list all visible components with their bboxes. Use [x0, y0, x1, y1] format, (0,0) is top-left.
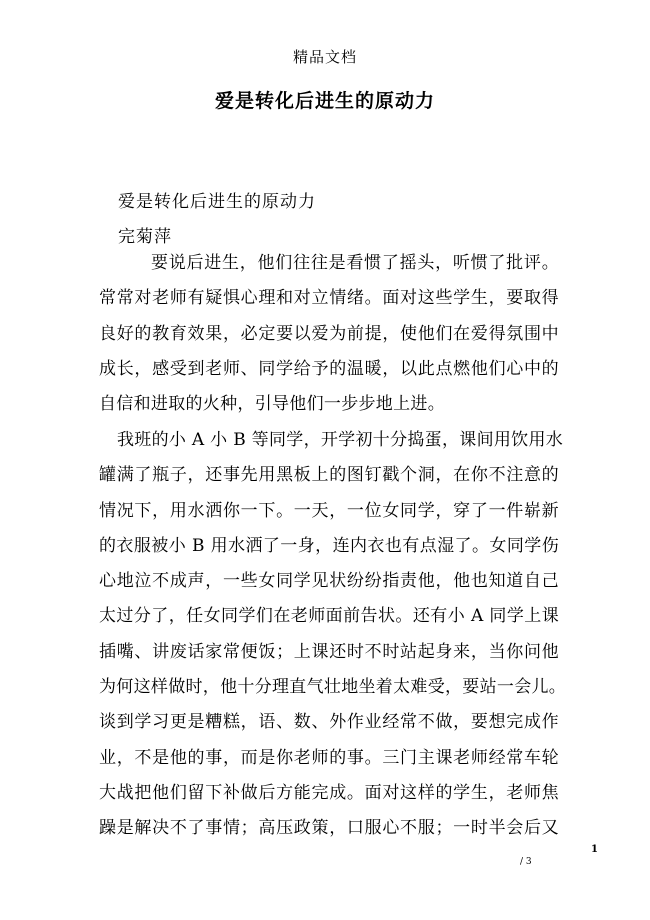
text-line: 插嘴、讲废话家常便饭；上课还时不时站起身来，当你问他 — [99, 641, 559, 662]
text-line: 躁是解决不了事情；高压政策，口服心不服；一时半会后又 — [99, 818, 559, 839]
paragraph-1 — [99, 246, 559, 422]
text-line: 太过分了，任女同学们在老师面前告状。还有小 A 同学上课 — [99, 606, 559, 627]
text-line: 业，不是他的事，而是你老师的事。三门主课老师经常车轮 — [99, 747, 559, 768]
text-line: 自信和进取的火种，引导他们一步步地上进。 — [99, 394, 445, 415]
text-line: 谈到学习更是糟糕，语、数、外作业经常不做，要想完成作 — [99, 712, 559, 733]
page-number: 1 — [591, 844, 598, 855]
text-line: 大战把他们留下补做后方能完成。面对这样的学生，老师焦 — [99, 782, 559, 803]
page-count: / 3 — [520, 857, 532, 867]
text-line: 我班的小 A 小 B 等同学，开学初十分捣蛋，课间用饮用水 — [117, 430, 564, 450]
text-line: 为何这样做时，他十分理直气壮地坐着太难受，要站一会儿。 — [99, 677, 567, 698]
text-line: 心地泣不成声，一些女同学见状纷纷指责他，他也知道自己 — [99, 571, 559, 592]
text-line: 情况下，用水洒你一下。一天，一位女同学，穿了一件崭新 — [99, 500, 559, 521]
text-line: 的衣服被小 B 用水洒了一身，连内衣也有点湿了。女同学伤 — [99, 535, 559, 556]
text-line: 要说后进生，他们往往是看惯了摇头，听惯了批评。 — [151, 253, 559, 273]
document-title: 爱是转化后进生的原动力 — [214, 90, 435, 112]
author-name: 完菊萍 — [118, 227, 172, 247]
text-line: 常常对老师有疑惧心理和对立情绪。面对这些学生，要取得 — [99, 288, 559, 309]
header-label: 精品文档 — [292, 48, 357, 66]
paragraph-2 — [99, 423, 567, 847]
article-subtitle: 爱是转化后进生的原动力 — [118, 192, 316, 212]
text-line: 罐满了瓶子，还事先用黑板上的图钉戳个洞，在你不注意的 — [99, 465, 559, 486]
text-line: 良好的教育效果，必定要以爱为前提，使他们在爱得氛围中 — [99, 323, 559, 344]
text-line: 成长，感受到老师、同学给予的温暖，以此点燃他们心中的 — [99, 358, 559, 379]
